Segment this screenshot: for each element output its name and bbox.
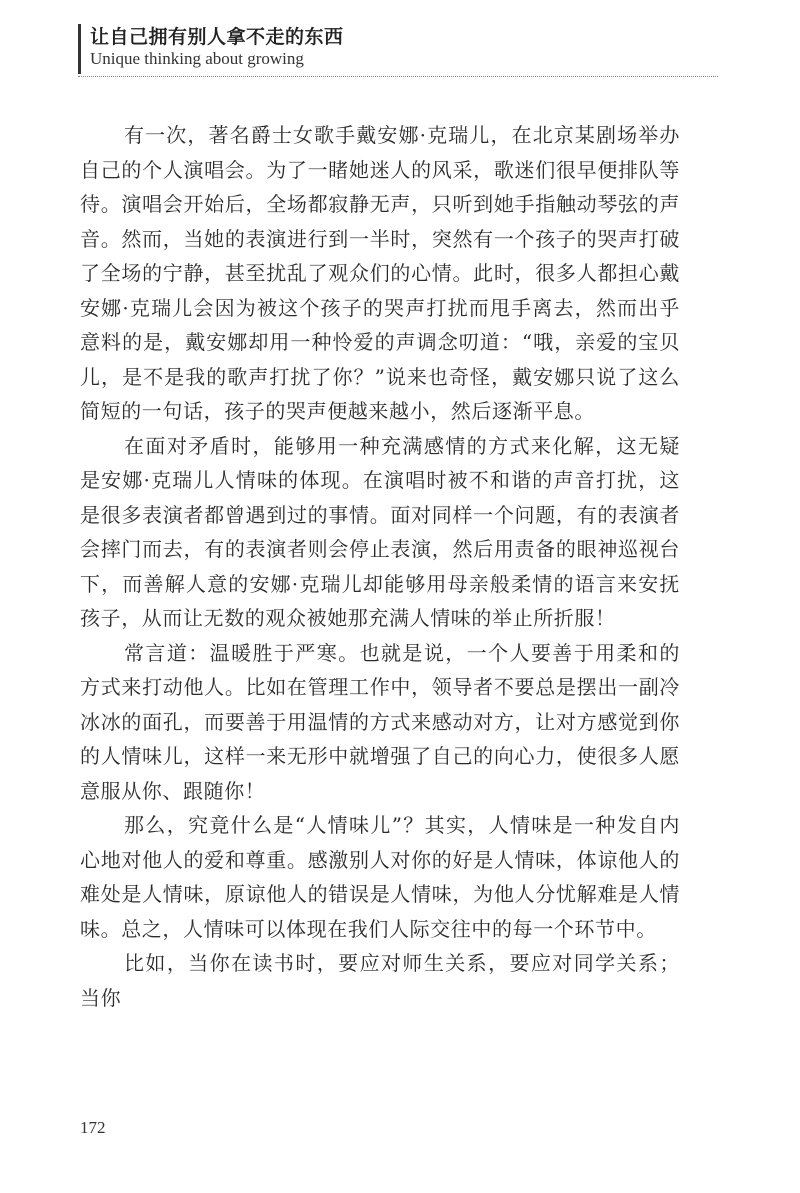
paragraph: 比如，当你在读书时，要应对师生关系，要应对同学关系；当你 <box>80 951 680 1010</box>
paragraph: 在面对矛盾时，能够用一种充满感情的方式来化解，这无疑是安娜·克瑞儿人情味的体现。在演唱时被不和谐的声音打扰，这是很多表演者都曾遇到过的事情。面对同样一个问题，有的表演者会摔门而去，有的表演者则会停止表演，然后用责备的眼神巡视台下，而善解人意的安娜·克瑞儿却能够用母亲般柔情的语言来安抚孩子，从而让无数的观众被她那充满人情味的举止所折服！ <box>80 433 680 630</box>
book-subtitle: Unique thinking about growing <box>90 49 304 68</box>
paragraph: 那么，究竟什么是“人情味儿”？其实，人情味是一种发自内心地对他人的爱和尊重。感激别人对你的好是人情味，体谅他人的难处是人情味，原谅他人的错误是人情味，为他人分忧解难是人情味。总之，人情味可以体现在我们人际交往中的每一个环节中。 <box>80 813 680 941</box>
page-number: 172 <box>80 1118 106 1137</box>
header-divider <box>78 76 718 77</box>
running-header <box>78 20 718 78</box>
header-vertical-bar <box>78 24 81 74</box>
paragraph: 常言道：温暖胜于严寒。也就是说，一个人要善于用柔和的方式来打动他人。比如在管理工作中，领导者不要总是摆出一副冷冰冰的面孔，而要善于用温情的方式来感动对方，让对方感觉到你的人情味儿，这样一来无形中就增强了自己的向心力，使很多人愿意服从你、跟随你！ <box>80 640 680 803</box>
body-text <box>80 118 680 1015</box>
paragraph: 有一次，著名爵士女歌手戴安娜·克瑞儿，在北京某剧场举办自己的个人演唱会。为了一睹她迷人的风采，歌迷们很早便排队等待。演唱会开始后，全场都寂静无声，只听到她手指触动琴弦的声音。然而，当她的表演进行到一半时，突然有一个孩子的哭声打破了全场的宁静，甚至扰乱了观众们的心情。此时，很多人都担心戴安娜·克瑞儿会因为被这个孩子的哭声打扰而甩手离去，然而出乎意料的是，戴安娜却用一种怜爱的声调念叨道：“哦，亲爱的宝贝儿，是不是我的歌声打扰了你？”说来也奇怪，戴安娜只说了这么简短的一句话，孩子的哭声便越来越小，然后逐渐平息。 <box>80 123 680 423</box>
book-title: 让自己拥有别人拿不走的东西 <box>90 26 344 48</box>
